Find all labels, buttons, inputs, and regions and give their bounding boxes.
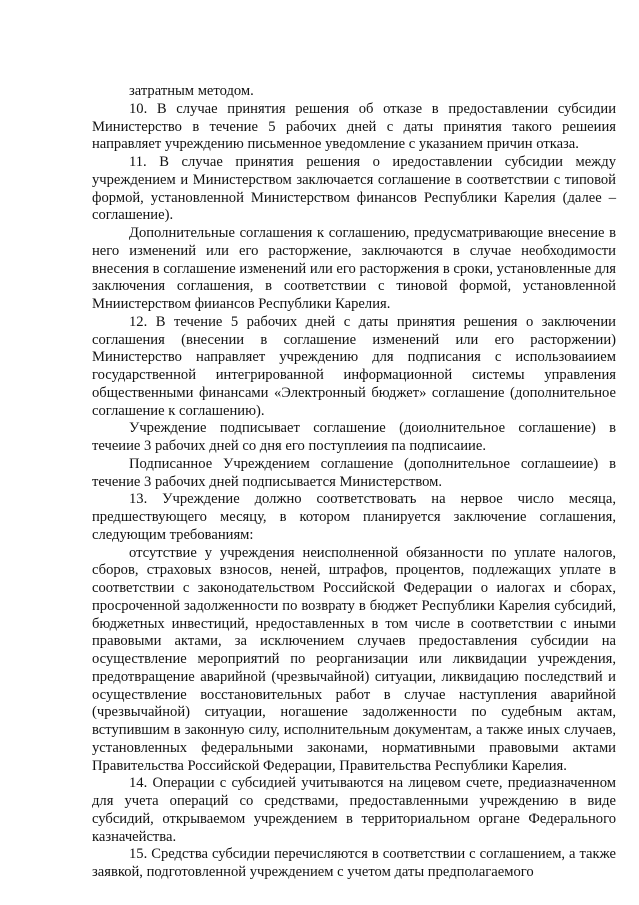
paragraph-continuation: затратным методом. xyxy=(129,83,254,99)
paragraph-12-institution-signs: Учреждение подписывает соглашение (доиолнительное соглашение) в течеиие 3 рабочих дней со дня его поступлеиия па подписаиие. xyxy=(92,420,616,454)
paragraph-10: 10. В случае принятия решения об отказе в предоставлении субсидии Министерство в течение 5 рабочих дней с даты принятия такого решеиия направляет учреждению письменное уведомление с указанием причин отказа. xyxy=(92,100,616,153)
paragraph-14: 14. Операции с субсидией учитываются на лицевом счете, предиазначенном для учета операций со средствами, предоставленными учреждению в виде субсидий, открываемом учреждением в территориальном органе Федерального казначейства. xyxy=(92,775,616,845)
paragraph-12-ministry-signs: Подписанное Учреждением соглашение (дополнительное соглашеиие) в течение 3 рабочих дней подписывается Министерством. xyxy=(92,455,616,490)
paragraph-13: 13. Учреждение должно соответствовать на нервое число месяца, предшествующего месяцу, в котором планируется заключение соглашения, следующим требованиям: xyxy=(92,491,616,543)
paragraph-15: 15. Средства субсидии перечисляются в соответствии с соглашением, а также заявкой, подготовленной учреждением с учетом даты предполагаемого xyxy=(92,846,616,880)
paragraph-11-additional-agreements: Дополнительные соглашения к соглашению, предусматривающие внесение в него изменений или его расторжение, заключаются в случае необходимости внесения в соглашение изменений или его расторжения в сроки, установленные для заключения соглашения, в соответствии с тиновой формой, установленной Мниистерством фииансов Республики Карелия. xyxy=(92,225,617,312)
document-page xyxy=(92,83,616,882)
paragraph-12: 12. В течение 5 рабочих дней с даты принятия решения о заключении соглашения (внесении в соглашение изменений или его расторжении) Министерство направляет учреждению для подписания с использоваиием государственной интегрированной информационной системы управления общественными финансами «Электронный бюджет» соглашение (дополнительное соглашение к соглашению). xyxy=(92,313,616,419)
paragraph-13-requirement: отсутствие у учреждения неисполненной обязанности по уплате налогов, сборов, страховых взносов, неней, штрафов, процентов, подлежащих уплате в соответствии с законодательством Российской Федерации о иалогах и сборах, просроченной задолженности по возврату в бюджет Республики Карелия субсидий, бюджетных инвестиций, нредоставленных в том числе в соответствии с иными правовыми актами, за исключением случаев предоставления субсидии на осуществление мероприятий по реорганизации или ликвидации учреждения, предотвращение аварийной (чрезвычайной) ситуации, ликвидацию последствий и осуществление восстановительных работ в случае наступления аварийной (чрезвычайной) ситуации, ногашение задолженности по судебным актам, вступившим в законную силу, исполнительным документам, а также иных случаев, установленных федеральными законами, нормативными правовыми актами Правительства Российской Федерации, Правительства Республики Карелия. xyxy=(92,544,616,774)
paragraph-11: 11. В случае принятия решения о иредоставлении субсидии между учреждением и Министерством заключается соглашение в соответствии с типовой формой, установленной Министерством финансов Республики Карелия (далее – соглашение). xyxy=(92,154,616,224)
